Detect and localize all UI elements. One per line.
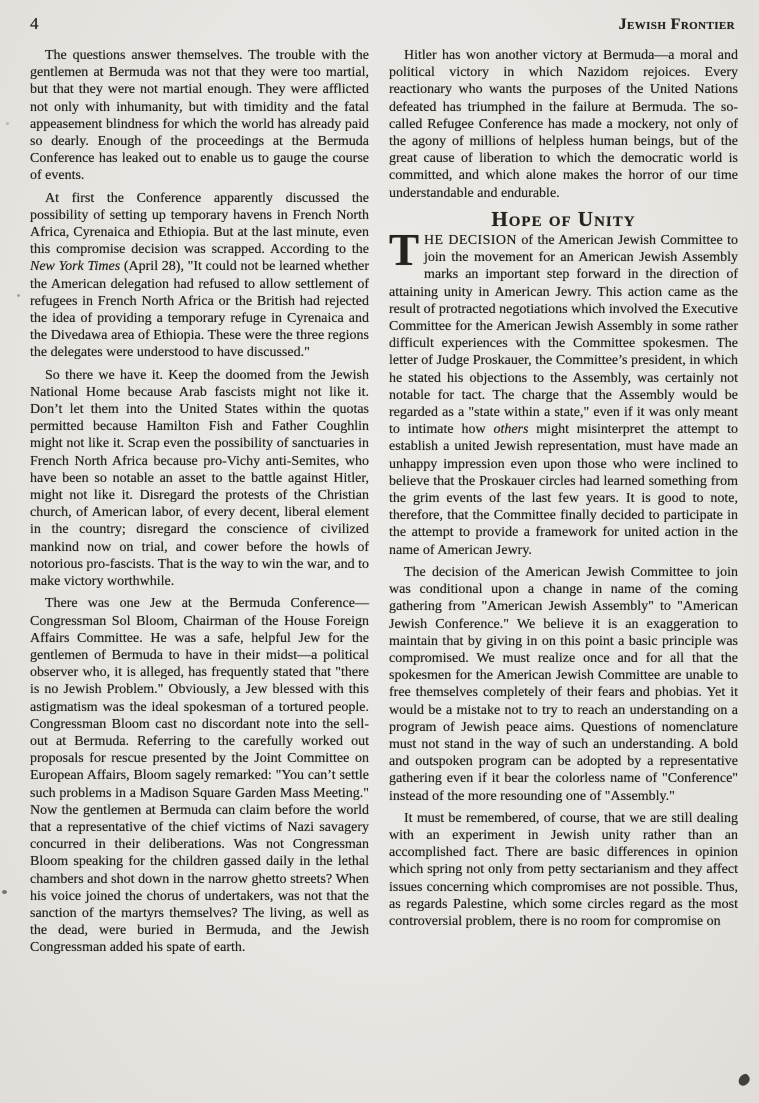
paragraph <box>30 47 369 185</box>
section-heading: Hope of Unity <box>491 206 636 231</box>
paragraph <box>30 190 369 362</box>
paragraph <box>389 564 738 805</box>
paragraph-text: So there we have it. Keep the doomed from the Jewish National Home because Arab fascists might not like it. Don’t let them into the United States within the quotas permitted because Hamilton Fish and Father Coughlin might not like it. Scrap even the possibility of sanctuaries in French North Africa because pro-Vichy anti-Semites, who have been so notable an asset to the battle against Hitler, might not like it. Disregard the protests of the Christian church, of American labor, of every decent, liberal element in the country; disregard the conscience of civilized mankind now on trial, and cower before the howls of notorious pro-fascists. That is the way to win the war, and to make victory worthwhile. <box>30 367 369 590</box>
drop-cap: T <box>389 225 420 276</box>
paragraph-text: might misinterpret the attempt to establish a united Jewish representation, must have made an unhappy impression even upon those who were inclined to believe that the Proskauer circles had learned something from the grim events of the last few years. It is good to note, therefore, that the Committee finally decided to participate in the attempt to provide a framework for united action in the name of American Jewry. <box>389 422 738 558</box>
italic-emphasis: others <box>493 422 529 438</box>
paragraph-text: At first the Conference apparently discussed the possibility of setting up temporary havens in French North Africa, Cyrenaica and Ethiopia. But at the last minute, even this compromise decision was scrapped. According to the <box>30 190 369 258</box>
paragraph-text: (April 28), "It could not be learned whether the American delegation had refused to allow settlement of refugees in French North Africa or the British had rejected the idea of providing a temporary refuge in Cyrenaica and the Divedawa area of Ethiopia. These were the three regions the delegates were understood to have discussed." <box>30 259 369 361</box>
right-column <box>389 47 738 930</box>
paragraph-text: The decision of the American Jewish Committee to join was conditional upon a change in name of the coming gathering from "American Jewish Assembly" to "American Jewish Conference." We believe it is an exaggeration to maintain that by giving in on this point a basic principle was compromised. We must realize once and for all that the spokesmen for the American Jewish Committee are unable to free themselves completely of their fears and phobias. Yet it would be a mistake not to try to reach an understanding on a program of Jewish peace aims. Questions of nomenclature must not stand in the way of such an understanding. A bold and outspoken program can be adopted by a representative gathering even if it bear the colorless name of "Conference" instead of the more resounding one of "Assembly." <box>389 564 738 804</box>
paragraph-text: The questions answer themselves. The trouble with the gentlemen at Bermuda was not that they were too martial, but that they were not martial enough. They were afflicted not only with inhumanity, but with timidity and the fatal appeasement blindness for which the world has already paid so dearly. Enough of the proceedings at the Bermuda Conference has leaked out to enable us to gauge the course of events. <box>30 48 369 184</box>
paragraph <box>389 47 738 202</box>
paragraph-text: Hitler has won another victory at Bermuda—a moral and political victory in which Nazidom rejoices. Every reactionary who wants the purposes of the United Nations defeated has triumphed in the failure at Bermuda. The so-called Refugee Conference has made a mockery, not only of the agony of millions of helpless human beings, but of the great cause of liberation to which the democratic world is committed, and which alone makes the horror of our time understandable and endurable. <box>389 48 738 201</box>
italic-citation: New York Times <box>30 259 121 275</box>
page-number: 4 <box>30 14 39 33</box>
paragraph <box>30 595 369 956</box>
paragraph-text: There was one Jew at the Bermuda Conference—Congressman Sol Bloom, Chairman of the House Foreign Affairs Committee. He was a safe, helpful Jew for the gentlemen of Bermuda to have in their midst—a political observer who, it is alleged, has frequently stated that "there is no Jewish Problem." Obviously, a Jew blessed with this astigmatism was the ideal spokesman of a tortured people. Congressman Bloom cast no discordant note into the sell-out at Bermuda. Referring to the carefully worked out proposals for rescue presented by the Joint Committee on European Affairs, Bloom sagely remarked: "You can’t settle such problems in a Madison Square Garden Mass Meeting." Now the gentlemen at Bermuda can claim before the world that a representative of the chief victims of Nazi savagery concurred in their deliberations. Was not Congressman Bloom speaking for the children gassed daily in the lethal chambers and shot down in the narrow ghetto streets? When his voice joined the chorus of undertakers, was not that the sanction of the martyrs themselves? The living, as well as the dead, were buried in Bermuda, and the Jewish Congressman added his spate of earth. <box>30 596 369 956</box>
scan-speck <box>2 890 7 894</box>
paragraph-text: It must be remembered, of course, that we are still dealing with an experiment in Jewish unity rather than an accomplished fact. There are basic differences in opinion which spring not only from petty sectarianism and they affect issues concerning which compromises are not possible. Thus, as regards Palestine, which some circles regard as the most controversial problem, there is no room for compromise on <box>389 810 738 929</box>
scan-speck <box>6 122 9 125</box>
paragraph <box>30 367 369 591</box>
scan-speck <box>17 294 20 297</box>
journal-title: Jewish Frontier <box>618 16 735 33</box>
page-header <box>30 14 735 34</box>
paragraph-text: of the American Jewish Committee to join the movement for an American Jewish Assembly marks an important step forward in the direction of attaining unity in American Jewry. This action came as the result of protracted negotiations which involved the Executive Committee for the American Jewish Assembly in some rather difficult experiences with the Committee spokesmen. The letter of Judge Proskauer, the Committee’s president, in which he stated his objections to the Assembly, was certainly not notable for tact. The charge that the Assembly would be regarded as a "state within a state," even if it was only meant to intimate how <box>389 233 738 438</box>
paragraph <box>389 810 738 930</box>
ink-smudge <box>736 1072 752 1087</box>
lead-in-caps: HE DECISION <box>424 233 517 249</box>
left-column <box>30 47 369 957</box>
lead-paragraph <box>389 225 738 559</box>
